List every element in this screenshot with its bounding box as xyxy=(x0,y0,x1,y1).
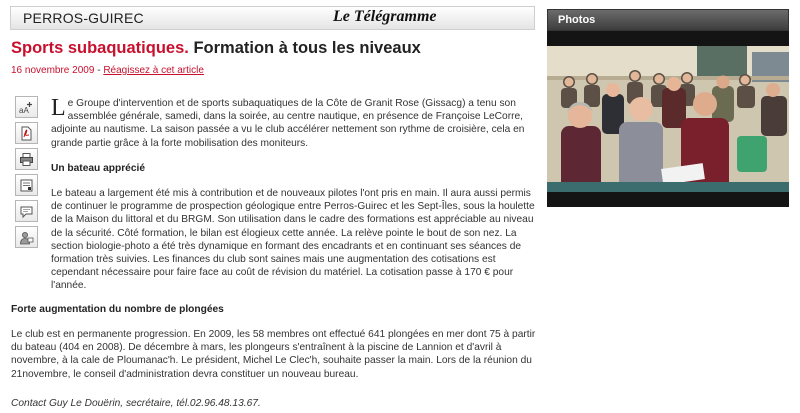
article-body xyxy=(51,97,535,293)
photos-tab[interactable]: Photos xyxy=(558,14,596,26)
location-label: PERROS-GUIREC xyxy=(23,10,144,26)
article-headline xyxy=(11,39,536,58)
publication-logo[interactable]: Le Télégramme xyxy=(333,8,437,25)
printer-icon xyxy=(19,152,34,167)
paragraph-dives: Le club est en permanente progression. En 2009, les 58 membres ont effectué 641 plongées en mer dont 75 à partir du bateau (404 en 2008). De décembre à mars, les plongeurs s'entraînent à la piscine de Lannion et d'avril à novembre, à la cale de Ploumanac'h. Le président, Michel Le Clec'h, souhaite passer la main. Lors de la réunion du 21novembre, le conseil d'administration devra constituer un nouveau bureau. xyxy=(11,329,536,380)
paragraph-boat: Le bateau a largement été mis à contribution et de nouveaux pilotes l'ont pris en main. Il aura aussi permis de continuer le programme de prospection géologique entre Perros-Guirec et les Sept-Îles, sous la houlette de la Maison du littoral et du BRGM. Son utilisation dans le cadre des formations est appréciable au niveau de la sécurité. Côté formation, le bilan est élogieux cette année. La relève pointe le bout de son nez. La section biologie-photo a été très dynamique en formant des encadrants et en continuant ses séances de formation très suivies. Les finances du club sont saines mais une augmentation des cotisations est cependant nécessaire pour faire face au coût de révision du matériel. La cotisation passe à 170 € pour l'année. xyxy=(51,188,535,292)
paragraph-intro xyxy=(51,97,535,150)
dateline xyxy=(11,65,204,76)
headline-title: Formation à tous les niveaux xyxy=(193,39,421,57)
contact-line: Contact Guy Le Douërin, secrétaire, tél.02.96.48.13.67. xyxy=(11,398,261,409)
article-date: 16 novembre 2009 xyxy=(11,65,95,76)
drop-cap: L xyxy=(51,95,66,121)
font-size-icon xyxy=(19,100,34,115)
font-size-button[interactable] xyxy=(15,96,38,118)
article-toolbar xyxy=(15,96,38,252)
photos-panel xyxy=(547,31,789,207)
dateline-separator: - xyxy=(97,65,101,76)
header-bar xyxy=(10,6,535,30)
font-size-glyph: aA xyxy=(19,105,29,115)
photos-panel-header xyxy=(547,9,789,31)
pdf-icon xyxy=(19,126,34,141)
paragraph-intro-text: e Groupe d'intervention et de sports subaquatiques de la Côte de Granit Rose (Gissacg) a tenu son assemblée générale, samedi, dans la soirée, au centre nautique, en présence de Françoise LeCorre, adjointe au nautisme. La saison passée a vu le club accélérer nettement son rythme de croisière, cela en grande partie grâce à la forte mobilisation des moniteurs. xyxy=(51,98,525,149)
react-to-article-link[interactable]: Réagissez à cet article xyxy=(103,65,204,76)
send-to-friend-icon xyxy=(19,230,34,245)
bookmark-button[interactable] xyxy=(15,174,38,196)
article-photo[interactable] xyxy=(547,46,789,192)
bookmark-icon xyxy=(19,178,34,193)
send-to-friend-button[interactable] xyxy=(15,226,38,248)
print-button[interactable] xyxy=(15,148,38,170)
subheading-dives: Forte augmentation du nombre de plongées xyxy=(11,304,224,315)
comment-icon xyxy=(19,204,34,219)
subheading-boat: Un bateau apprécié xyxy=(51,162,145,174)
pdf-button[interactable] xyxy=(15,122,38,144)
meeting-photo-image xyxy=(547,46,789,192)
headline-kicker: Sports subaquatiques. xyxy=(11,39,189,57)
comment-button[interactable] xyxy=(15,200,38,222)
